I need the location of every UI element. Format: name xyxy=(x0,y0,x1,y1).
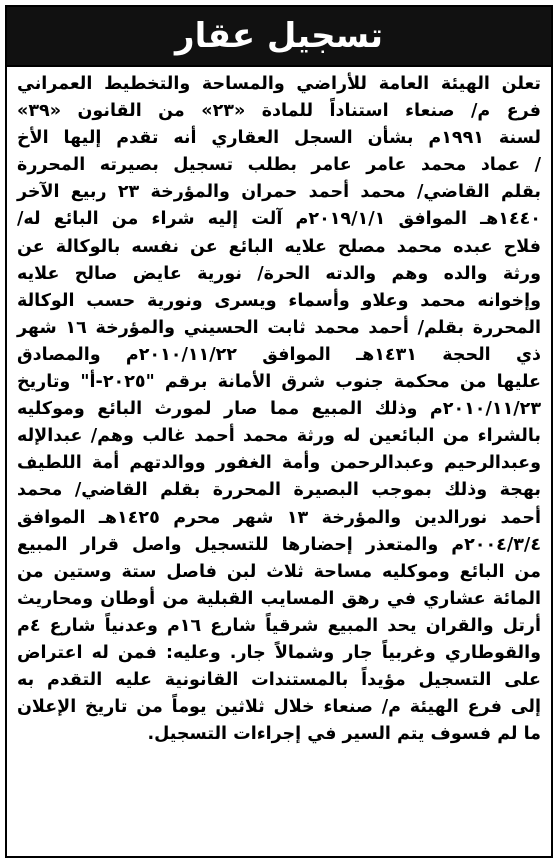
notice-text-line: ما لم فسوف يتم السير في إجراءات التسجيل. xyxy=(147,724,541,745)
notice-text-line: ٢٠٠٤/٣/٤م والمتعذر إحضارها للتسجيل واصل قرار المبيع xyxy=(17,534,541,555)
notice-body xyxy=(17,71,541,748)
notice-text-line: / عماد محمد عامر عامر بطلب تسجيل بصيرته المحررة xyxy=(17,155,541,176)
notice-text-line: بقلم القاضي/ محمد أحمد حمران والمؤرخة ٢٣ ربيع الآخر xyxy=(17,182,541,203)
notice-text-line: بهجة وذلك بموجب البصيرة المحررة بقلم القاضي/ محمد xyxy=(17,480,541,501)
notice-text-line: أحمد نورالدين والمؤرخة ١٣ شهر محرم ١٤٢٥هـ الموافق xyxy=(17,507,542,528)
notice-text-line: وإخوانه محمد وعلاو وأسماء ويسرى ونورية حسب الوكالة xyxy=(17,290,541,311)
notice-text-line: ورثة والده وهم والدته الحرة/ نورية عايض صالح علايه xyxy=(17,263,541,284)
notice-text-line: على التسجيل مؤيداً بالمستندات القانونية عليه التقدم به xyxy=(17,670,541,691)
notice-text-line: إلى فرع الهيئة م/ صنعاء خلال ثلاثين يوماً من تاريخ الإعلان xyxy=(17,697,541,718)
notice-text-line: عليها من محكمة جنوب شرق الأمانة برقم "٢٠٢٥-أ" وتاريخ xyxy=(17,372,542,393)
notice-text-line: تعلن الهيئة العامة للأراضي والمساحة والتخطيط العمراني xyxy=(17,74,541,94)
notice-text-line: بالشراء من البائعين له ورثة محمد أحمد غالب وهم/ عبدالإله xyxy=(17,426,541,447)
notice-text-line: من البائع وموكليه مساحة ثلاث لبن فاصل ستة وستين من xyxy=(17,561,541,582)
notice-text-line: المحررة بقلم/ أحمد محمد ثابت الحسيني والمؤرخة ١٦ شهر xyxy=(17,317,541,338)
notice-text-line: ذي الحجة ١٤٣١هـ الموافق ٢٠١٠/١١/٢٢م والمصادق xyxy=(17,344,541,365)
notice-text-line: والقوطاري وغربياً جار وشمالاً جار. وعليه: فمن له اعتراض xyxy=(17,642,541,663)
notice-text-line: وعبدالرحيم وعبدالرحمن وأمة الغفور ووالدتهم أمة اللطيف xyxy=(17,453,541,474)
classified-notice xyxy=(5,5,553,858)
notice-text-line: ٢٠١٠/١١/٢٣م وذلك المبيع مما صار لمورث البائع وموكليه xyxy=(17,399,541,420)
notice-text-line: فلاح عبده محمد مصلح علايه البائع عن نفسه بالوكالة عن xyxy=(17,236,541,257)
notice-text-line: أرتل والقران يحد المبيع شرقياً شارع ١٦م وعدنياً شارع ٤م xyxy=(17,615,541,636)
notice-text-line: فرع م/ صنعاء استناداً للمادة «٢٣» من القانون «٣٩» xyxy=(17,101,542,122)
notice-text-line: لسنة ١٩٩١م بشأن السجل العقاري أنه تقدم إليها الأخ xyxy=(17,128,541,149)
notice-header xyxy=(7,7,551,67)
notice-text-line: ١٤٤٠هـ الموافق ٢٠١٩/١/١م آلت إليه شراء من البائع له/ xyxy=(17,209,541,230)
notice-text-line: المائة عشاري في رهق المسايب القبلية من أوطان ومحاريث xyxy=(17,588,541,609)
notice-title: تسجيل عقار xyxy=(175,16,383,56)
